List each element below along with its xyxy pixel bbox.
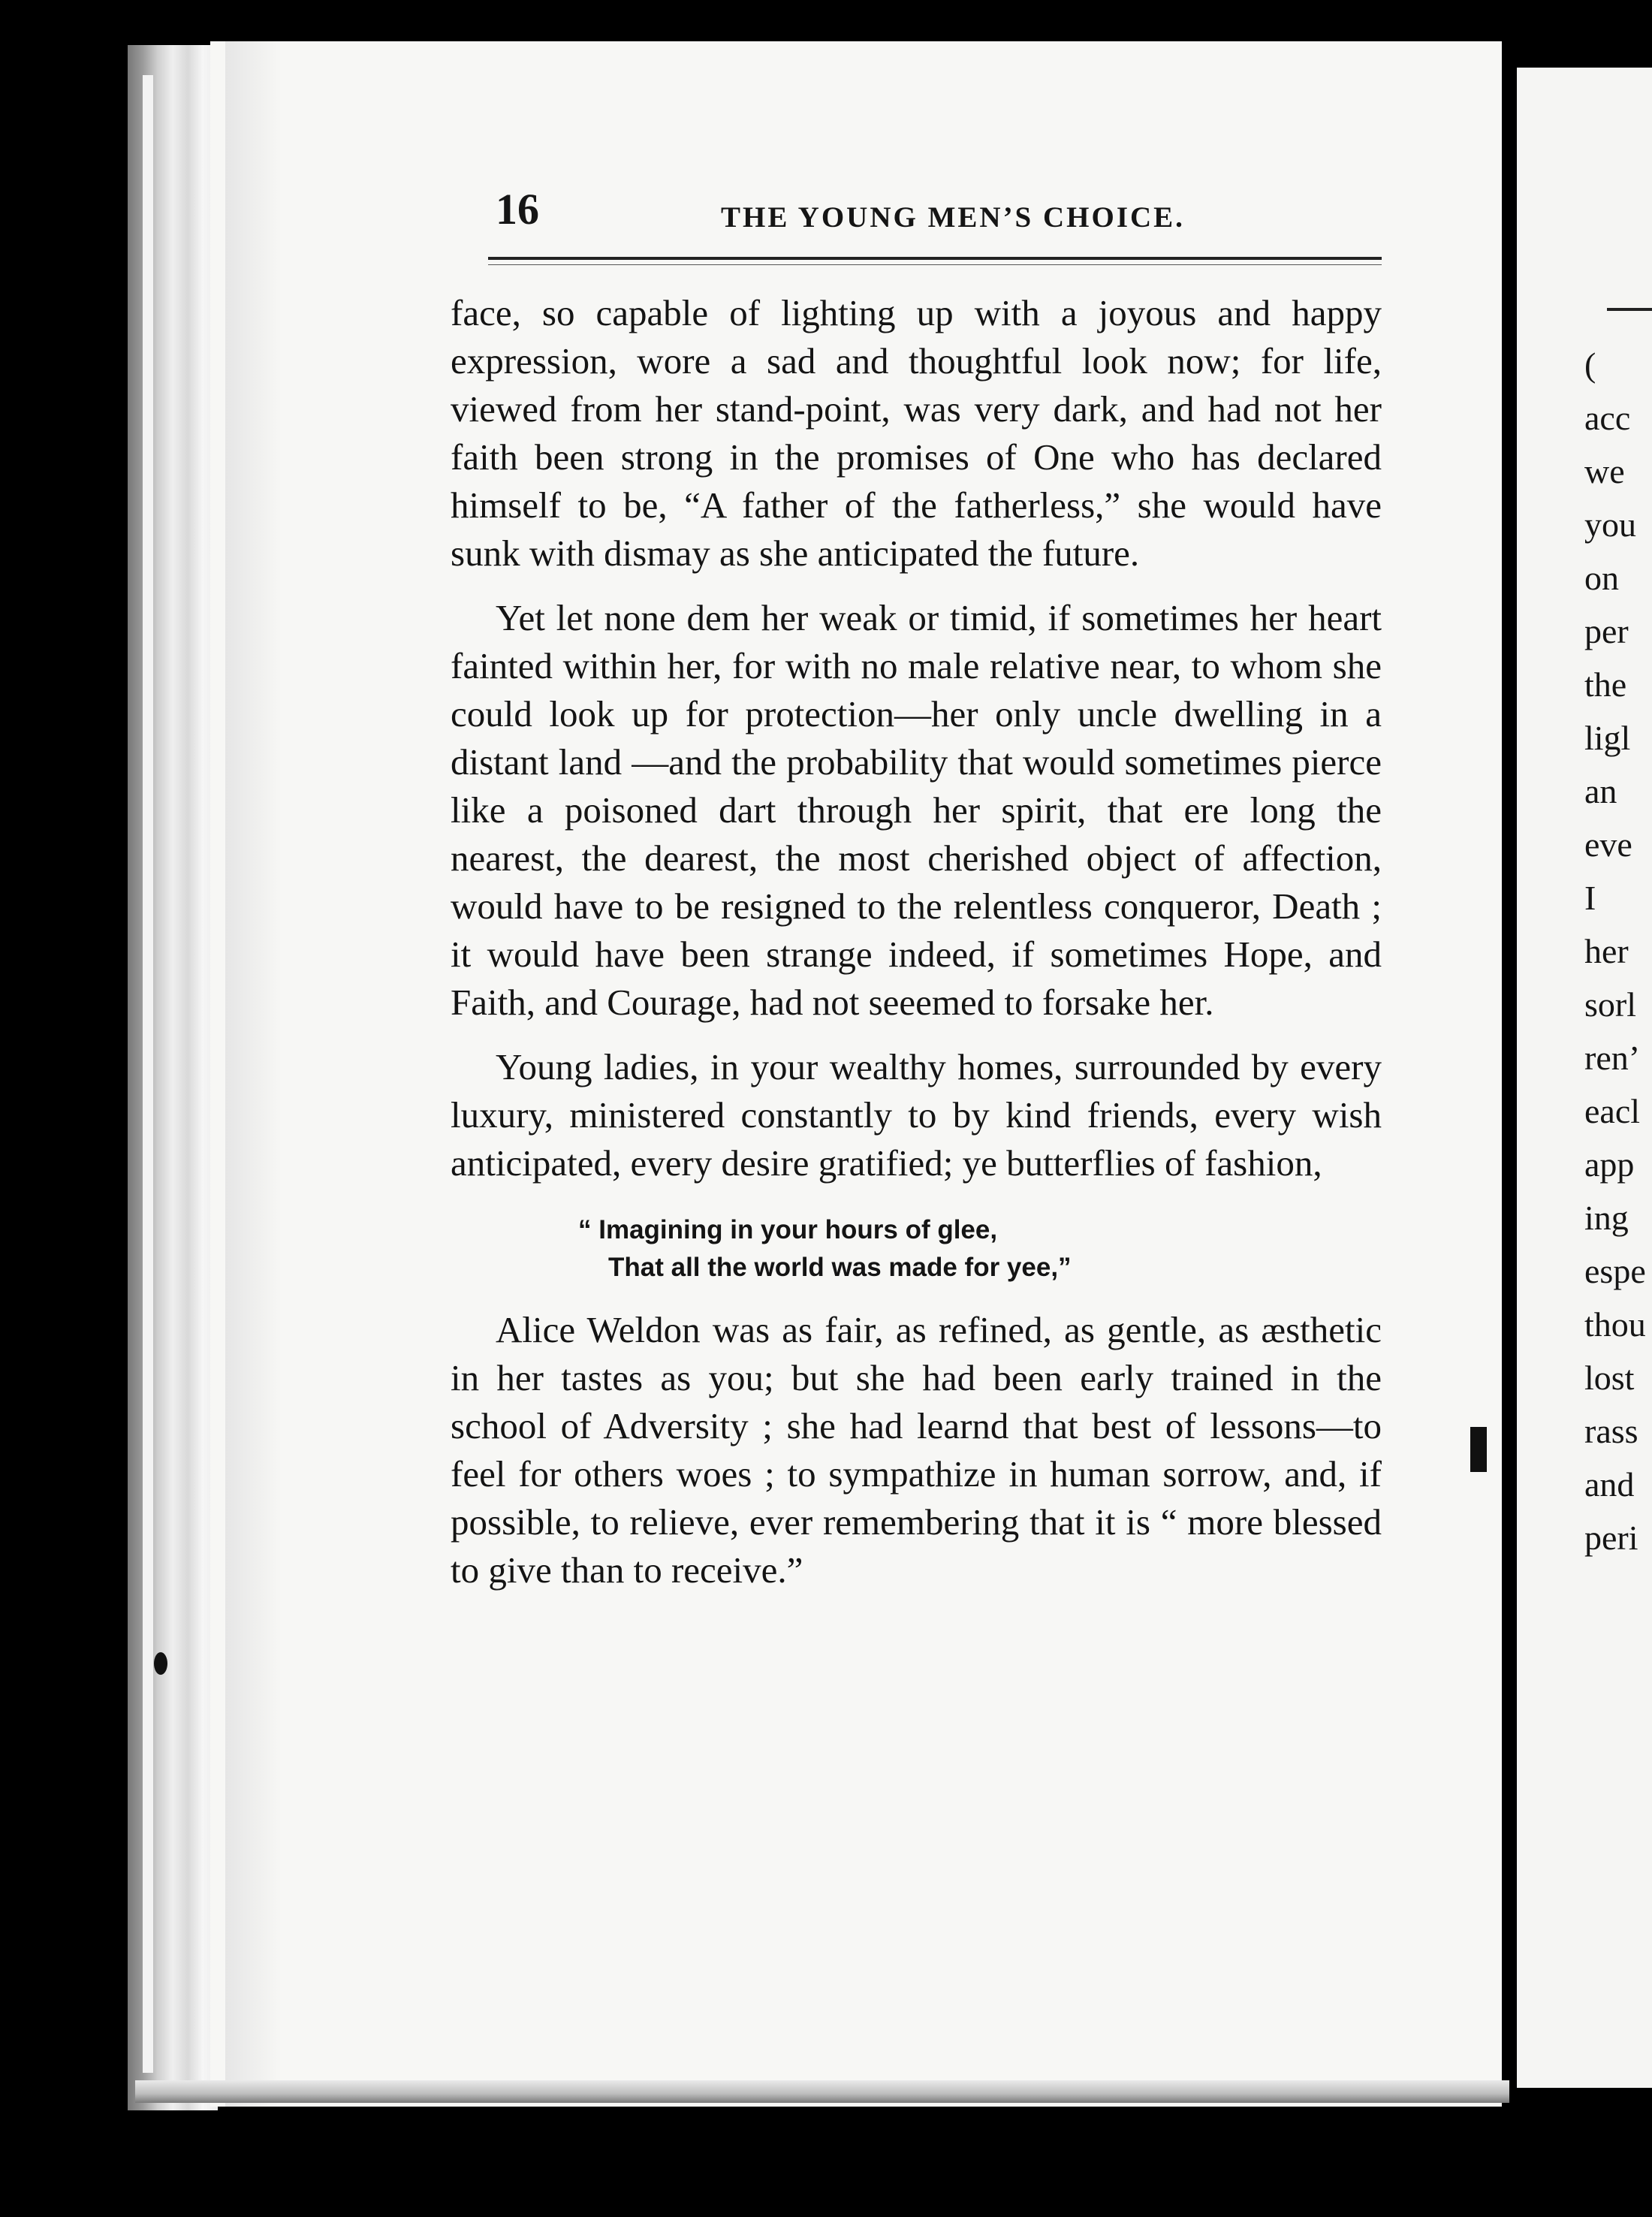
verse-line: “ Imagining in your hours of glee, (578, 1215, 998, 1244)
paragraph: Yet let none dem her weak or timid, if sometimes her heart fainted within her, for with no male relative near, to whom she could look up for protection—her only uncle dwelling in a distant land —and the probability that would sometimes pierce like a poisoned dart through her spirit, that ere long the nearest, the dearest, the most cherished object of affection, would have to be resigned to the relentless conqueror, Death ; it would have been strange indeed, if sometimes Hope, and Faith, and Courage, had not seeemed to forsake her. (451, 597, 1382, 1023)
facing-page-text: ( acc we you on per the ligl an eve I her sorl ren’ eacl app ing espe thou lost rass and peri (1584, 345, 1646, 1557)
header-rule (488, 257, 1382, 260)
paragraph: face, so capable of lighting up with a joyous and happy expression, wore a sad and thoughtful look now; for life, viewed from her stand-point, was very dark, and had not her faith been strong in the promises of One who has declared himself to be, “A father of the fatherless,” she would have sunk with dismay as she anticipated the future. (451, 292, 1382, 574)
facing-page-rule (1607, 308, 1652, 311)
page-gutter (225, 41, 282, 2107)
body-text (451, 289, 1382, 1594)
paragraph: Alice Weldon was as fair, as refined, as gentle, as æsthetic in her tastes as you; but she had been early trained in the school of Adversity ; she had learnd that best of lessons—to feel for others woes ; to sympathize in human sorrow, and, if possible, to relieve, ever remembering that it is “ more blessed to give than to receive.” (451, 1309, 1382, 1591)
page-bottom-edge (135, 2080, 1509, 2103)
page-edge-strip (143, 75, 153, 2073)
spine-mark (1470, 1427, 1487, 1472)
page-edges (128, 45, 218, 2110)
verse-quote (451, 1211, 1382, 1286)
paragraph: Young ladies, in your wealthy homes, surrounded by every luxury, ministered constantly to by kind friends, every wish anticipated, every desire gratified; ye butterflies of fashion, (451, 1046, 1382, 1184)
header-rule-thin (488, 264, 1382, 265)
running-head: THE YOUNG MEN’S CHOICE. (721, 201, 1185, 234)
verse-line: That all the world was made for yee,” (608, 1253, 1072, 1282)
page-number: 16 (496, 185, 539, 234)
binding-hole (154, 1652, 167, 1675)
page-header (496, 184, 1385, 252)
